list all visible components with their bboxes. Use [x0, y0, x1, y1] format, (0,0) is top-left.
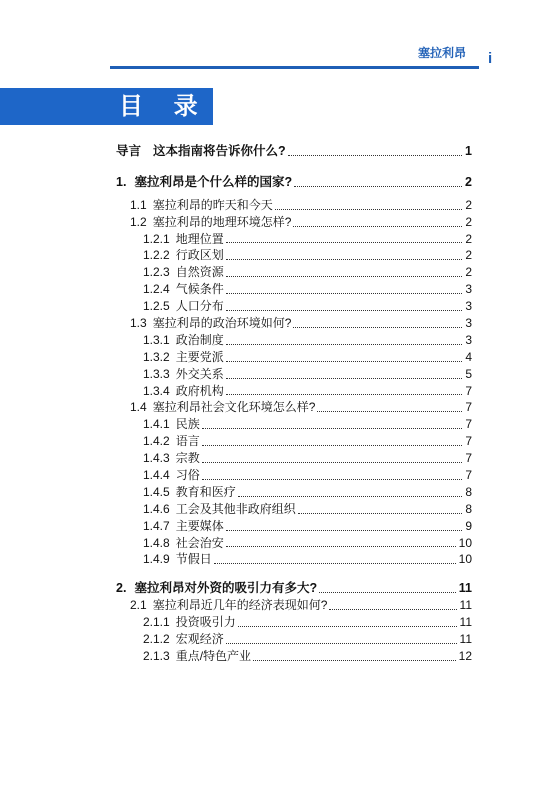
toc-entry[interactable] [116, 614, 472, 631]
toc-entry[interactable] [116, 231, 472, 248]
toc-entry-number: 1. [116, 174, 127, 189]
toc-entry-page: 11 [459, 615, 472, 630]
toc-entry-number: 1.2.4 [143, 282, 170, 297]
toc-entry-page: 1 [465, 144, 472, 158]
toc-entry[interactable] [116, 174, 472, 191]
toc-entry-page: 3 [465, 282, 472, 297]
toc-banner [0, 88, 213, 125]
toc-entry-title: 这本指南将告诉你什么? [153, 144, 286, 158]
toc-entry[interactable] [116, 366, 472, 383]
toc-entry-number: 1.4.8 [143, 535, 170, 550]
toc-entry-number: 2.1 [130, 598, 147, 613]
toc-entry-title: 政府机构 [175, 383, 224, 398]
toc-leader-dots [293, 226, 462, 227]
toc-entry[interactable] [116, 214, 472, 231]
table-of-contents [116, 143, 472, 665]
toc-leader-dots [329, 609, 456, 610]
toc-leader-dots [226, 361, 463, 362]
toc-leader-dots [226, 310, 463, 311]
toc-entry-page: 7 [465, 400, 472, 415]
toc-entry-page: 3 [465, 332, 472, 347]
toc-entry[interactable] [116, 467, 472, 484]
toc-entry[interactable] [116, 450, 472, 467]
toc-entry-page: 8 [465, 484, 472, 499]
toc-entry-number: 1.4.6 [143, 501, 170, 516]
header-rule [110, 66, 479, 69]
toc-entry-title: 宏观经济 [175, 632, 224, 647]
toc-leader-dots [275, 209, 463, 210]
toc-entry[interactable] [116, 247, 472, 264]
toc-entry-page: 2 [465, 231, 472, 246]
toc-entry-page: 2 [465, 214, 472, 229]
toc-entry[interactable] [116, 298, 472, 315]
toc-entry-title: 节假日 [175, 552, 212, 567]
toc-entry-page: 11 [459, 632, 472, 647]
toc-entry[interactable] [116, 631, 472, 648]
toc-entry[interactable] [116, 535, 472, 552]
toc-entry-title: 主要媒体 [175, 518, 224, 533]
toc-leader-dots [226, 276, 463, 277]
toc-entry-number: 1.1 [130, 197, 147, 212]
toc-entry-page: 2 [465, 174, 472, 189]
toc-entry-title: 主要党派 [175, 349, 224, 364]
toc-entry-title: 社会治安 [175, 535, 224, 550]
toc-entry[interactable] [116, 416, 472, 433]
toc-entry-page: 12 [458, 648, 472, 663]
toc-entry-page: 7 [465, 451, 472, 466]
toc-entry[interactable] [116, 484, 472, 501]
toc-entry-number: 1.2 [130, 214, 147, 229]
toc-entry-page: 2 [465, 265, 472, 280]
toc-entry-number: 2.1.1 [143, 615, 170, 630]
toc-entry-number: 1.4.1 [143, 417, 170, 432]
toc-entry[interactable] [116, 383, 472, 400]
toc-entry-page: 10 [458, 552, 472, 567]
toc-leader-dots [202, 445, 463, 446]
toc-entry-number: 1.2.2 [143, 248, 170, 263]
toc-entry[interactable] [116, 580, 472, 597]
toc-entry-page: 11 [459, 598, 472, 613]
toc-entry-page: 2 [465, 197, 472, 212]
toc-entry-title: 政治制度 [175, 332, 224, 347]
toc-leader-dots [226, 643, 457, 644]
toc-entry-page: 8 [465, 501, 472, 516]
toc-entry[interactable] [116, 349, 472, 366]
toc-entry[interactable] [116, 399, 472, 416]
toc-entry-title: 塞拉利昂的昨天和今天 [152, 197, 273, 212]
toc-entry-number: 1.4.2 [143, 434, 170, 449]
toc-leader-dots [202, 462, 463, 463]
toc-entry-number: 导言 [116, 144, 142, 158]
toc-entry[interactable] [116, 197, 472, 214]
toc-entry-title: 塞拉利昂是个什么样的国家? [134, 174, 293, 189]
toc-entry[interactable] [116, 281, 472, 298]
toc-leader-dots [238, 626, 457, 627]
toc-entry[interactable] [116, 143, 472, 160]
toc-entry-title: 地理位置 [175, 231, 224, 246]
toc-entry-number: 2.1.3 [143, 648, 170, 663]
toc-entry-title: 投资吸引力 [175, 615, 236, 630]
toc-entry-number: 1.4.3 [143, 451, 170, 466]
toc-entry-title: 塞拉利昂的政治环境如何? [152, 316, 292, 331]
toc-leader-dots [288, 155, 462, 156]
toc-entry-page: 11 [458, 581, 472, 596]
toc-leader-dots [214, 563, 456, 564]
toc-entry-page: 10 [458, 535, 472, 550]
toc-entry-page: 7 [465, 383, 472, 398]
toc-entry-page: 4 [465, 349, 472, 364]
toc-entry[interactable] [116, 597, 472, 614]
toc-entry-title: 重点/特色产业 [175, 648, 252, 663]
toc-entry-number: 1.2.3 [143, 265, 170, 280]
toc-entry-title: 教育和医疗 [175, 484, 236, 499]
toc-entry-title: 宗教 [175, 451, 200, 466]
toc-leader-dots [226, 546, 456, 547]
toc-leader-dots [238, 496, 463, 497]
toc-leader-dots [317, 411, 462, 412]
toc-entry-number: 2.1.2 [143, 632, 170, 647]
toc-entry-page: 7 [465, 468, 472, 483]
toc-entry-number: 1.3 [130, 316, 147, 331]
page-number-roman: i [488, 50, 493, 67]
section-gap [116, 160, 472, 174]
section-gap [116, 568, 472, 580]
toc-entry-title: 工会及其他非政府组织 [175, 501, 296, 516]
toc-entry-title: 自然资源 [175, 265, 224, 280]
toc-entry[interactable] [116, 518, 472, 535]
toc-leader-dots [298, 513, 463, 514]
toc-entry-number: 1.4.9 [143, 552, 170, 567]
toc-leader-dots [202, 479, 463, 480]
toc-leader-dots [226, 530, 463, 531]
toc-entry-page: 5 [465, 366, 472, 381]
toc-entry-number: 2. [116, 581, 127, 596]
toc-entry-title: 气候条件 [175, 282, 224, 297]
toc-entry-number: 1.2.5 [143, 299, 170, 314]
toc-entry-page: 3 [465, 316, 472, 331]
toc-entry-title: 塞拉利昂近几年的经济表现如何? [152, 598, 328, 613]
toc-entry-page: 3 [465, 299, 472, 314]
toc-entry-number: 1.3.1 [143, 332, 170, 347]
toc-entry-number: 1.4 [130, 400, 147, 415]
toc-entry-page: 7 [465, 417, 472, 432]
toc-entry[interactable] [116, 264, 472, 281]
toc-entry-title: 外交关系 [175, 366, 224, 381]
toc-entry-number: 1.3.3 [143, 366, 170, 381]
toc-entry-page: 9 [465, 518, 472, 533]
toc-entry-title: 塞拉利昂社会文化环境怎么样? [152, 400, 316, 415]
toc-leader-dots [226, 378, 463, 379]
toc-entry[interactable] [116, 433, 472, 450]
toc-entry-number: 1.4.5 [143, 484, 170, 499]
toc-entry-title: 塞拉利昂的地理环境怎样? [152, 214, 292, 229]
toc-entry-number: 1.2.1 [143, 231, 170, 246]
toc-entry-title: 民族 [175, 417, 200, 432]
toc-leader-dots [202, 428, 463, 429]
toc-leader-dots [226, 293, 463, 294]
toc-leader-dots [294, 186, 462, 187]
toc-leader-dots [226, 394, 463, 395]
toc-entry-number: 1.3.4 [143, 383, 170, 398]
toc-entry[interactable] [116, 648, 472, 665]
running-header-title: 塞拉利昂 [418, 46, 467, 60]
toc-entry-number: 1.4.4 [143, 468, 170, 483]
toc-leader-dots [226, 344, 463, 345]
toc-entry-number: 1.4.7 [143, 518, 170, 533]
toc-entry[interactable] [116, 551, 472, 568]
toc-entry[interactable] [116, 501, 472, 518]
toc-entry-title: 塞拉利昂对外资的吸引力有多大? [134, 581, 318, 596]
toc-leader-dots [319, 592, 456, 593]
toc-entry-title: 语言 [175, 434, 200, 449]
toc-entry-title: 习俗 [175, 468, 200, 483]
toc-entry-title: 人口分布 [175, 299, 224, 314]
toc-heading: 目 录 [119, 93, 210, 120]
toc-entry[interactable] [116, 332, 472, 349]
toc-entry[interactable] [116, 315, 472, 332]
toc-entry-page: 7 [465, 434, 472, 449]
toc-entry-title: 行政区划 [175, 248, 224, 263]
toc-entry-page: 2 [465, 248, 472, 263]
toc-leader-dots [226, 242, 463, 243]
toc-leader-dots [293, 327, 462, 328]
toc-entry-number: 1.3.2 [143, 349, 170, 364]
toc-leader-dots [226, 259, 463, 260]
toc-leader-dots [253, 660, 456, 661]
